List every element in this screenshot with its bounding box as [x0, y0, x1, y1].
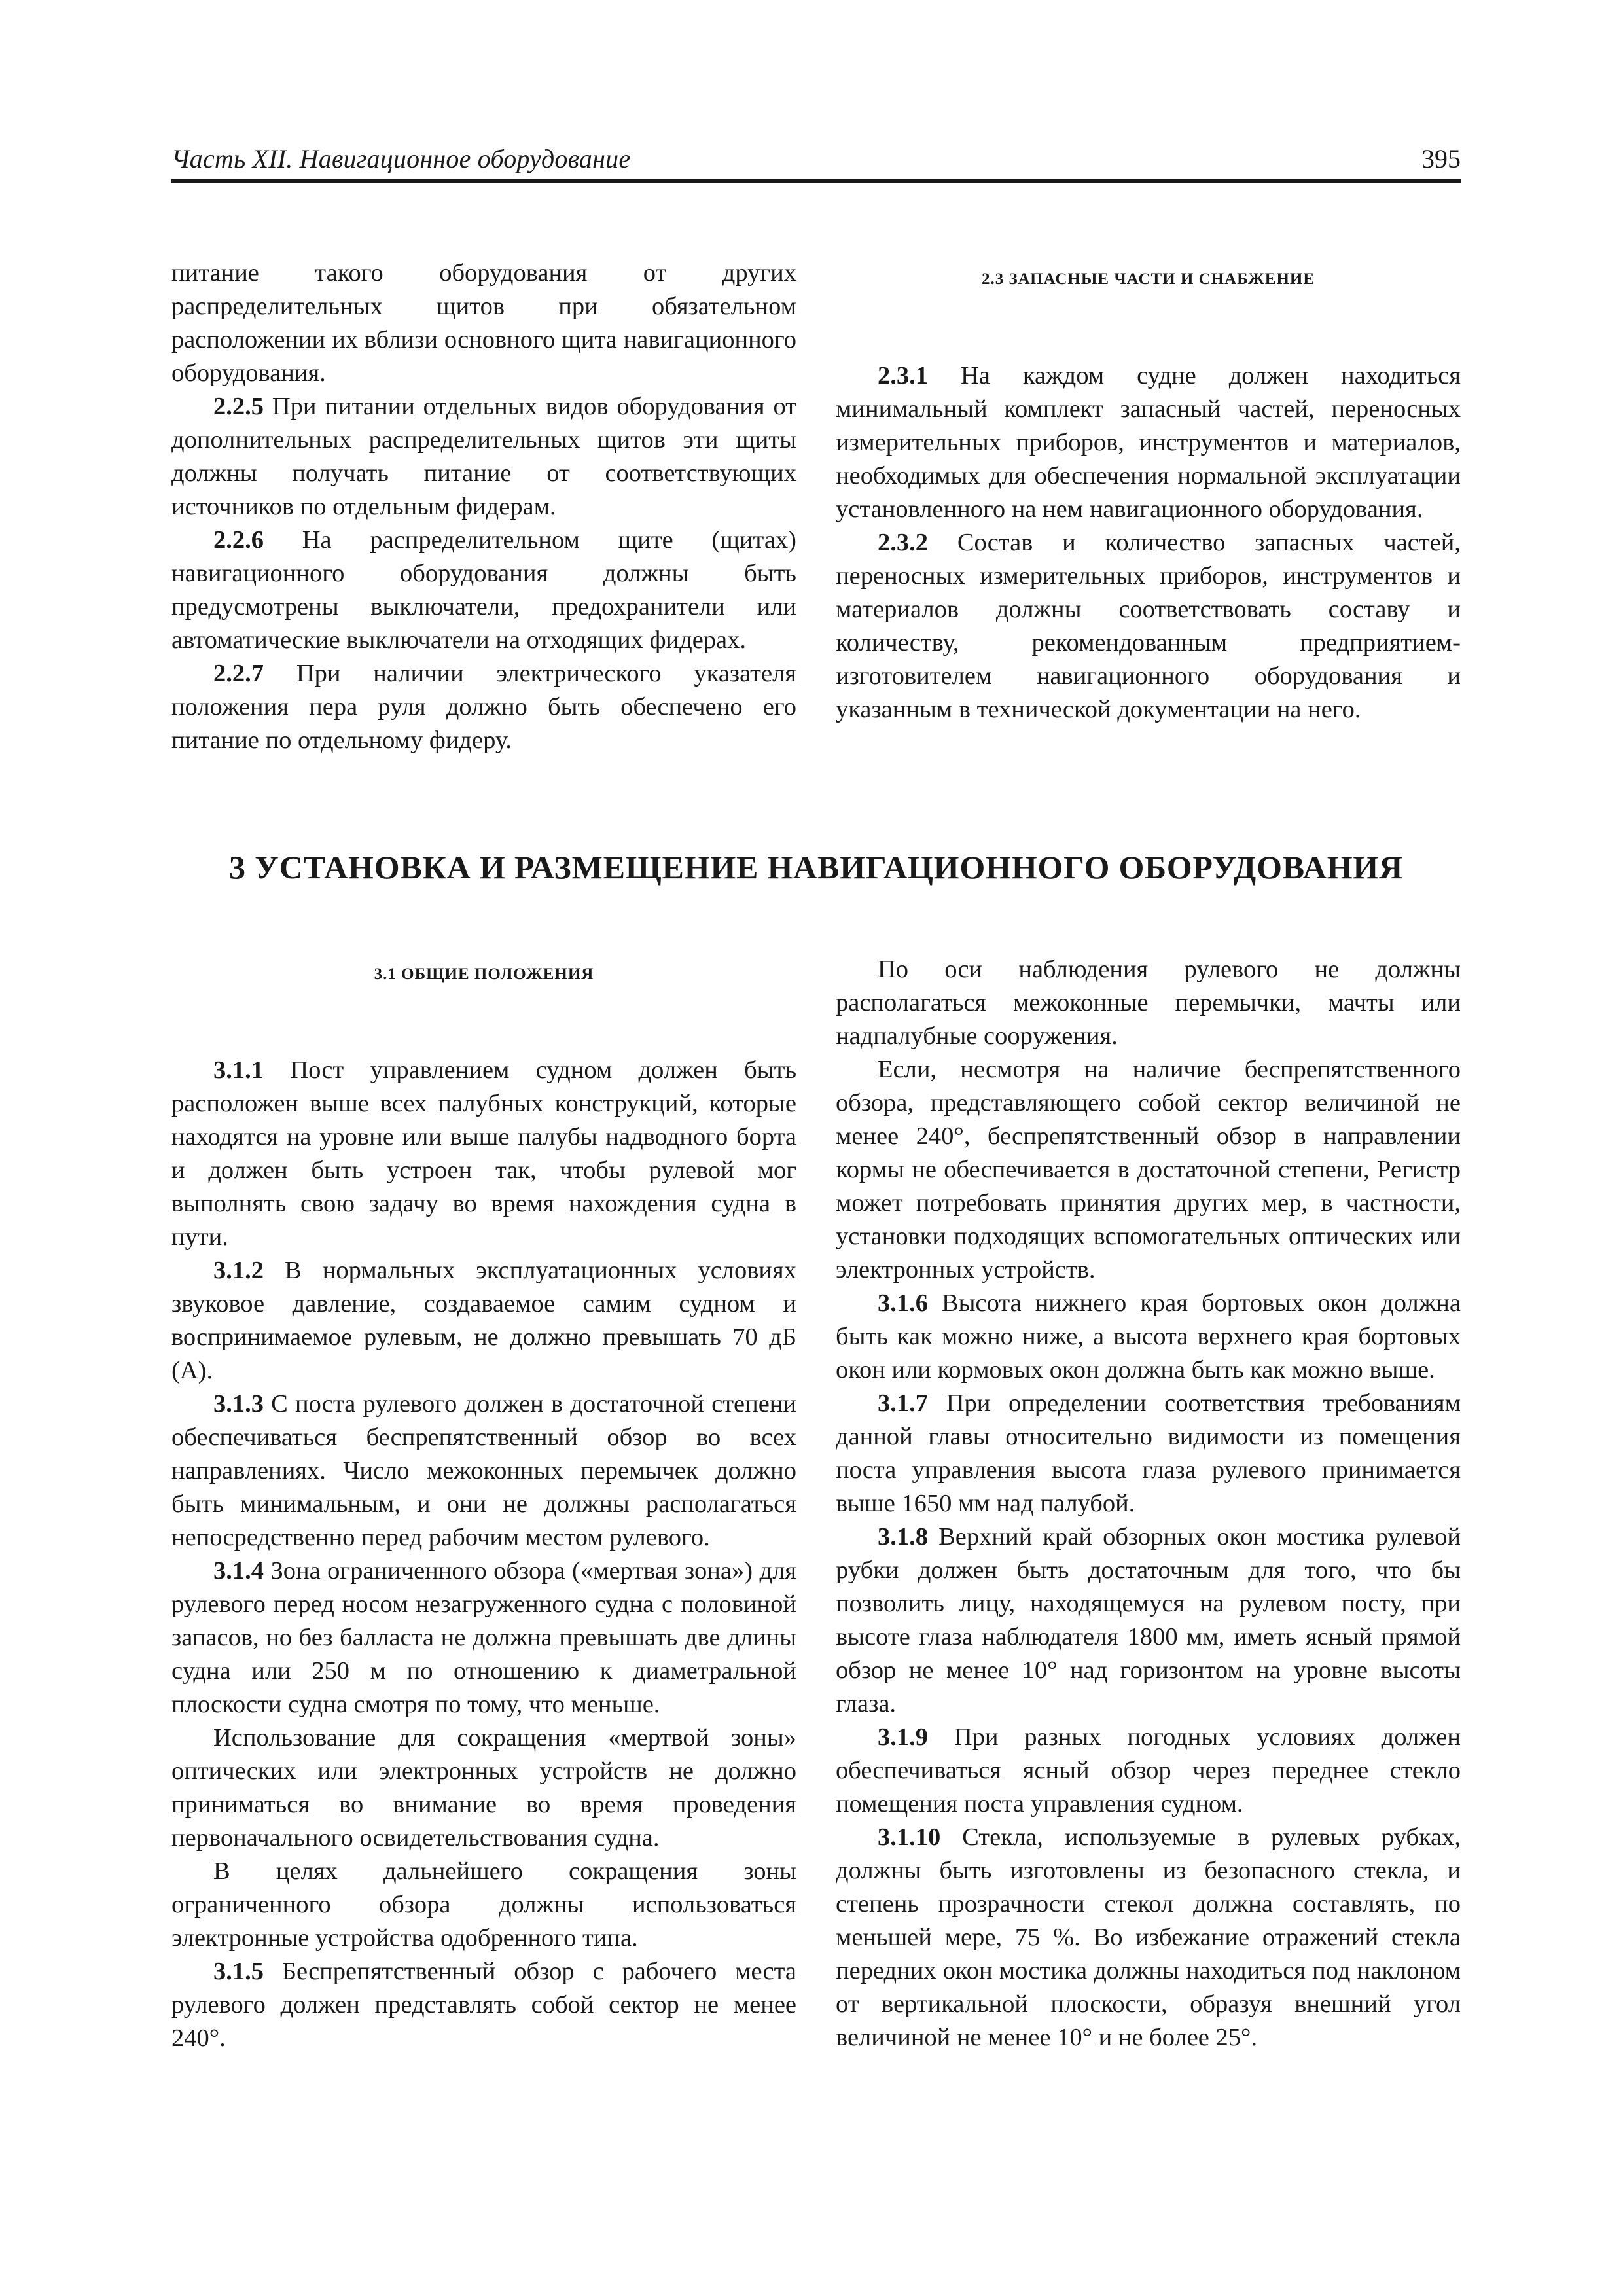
clause-2-3-2: [836, 526, 1461, 726]
clause-2-2-5: [171, 390, 796, 524]
clause-number: 2.3.1: [878, 362, 928, 389]
clause-number: 3.1.6: [878, 1289, 928, 1317]
section-heading-3-1: 3.1 ОБЩИЕ ПОЛОЖЕНИЯ: [374, 965, 594, 983]
paragraph-continuation: питание такого оборудования от других распределительных щитов при обязательном расположении их вблизи основного щита навигационного оборудования.: [171, 259, 796, 387]
clause-number: 3.1.2: [213, 1257, 264, 1284]
clause-number: 3.1.7: [878, 1390, 928, 1417]
clause-text: На распределительном щите (щитах) навигационного оборудования должны быть предусмотрены выключатели, предохранители или автоматические выключатели на отходящих фидерах.: [171, 526, 797, 654]
clause-3-1-3: [171, 1388, 796, 1554]
clause-text: С поста рулевого должен в достаточной степени обеспечиваться беспрепятственный обзор во всех направлениях. Число межоконных перемычек должно быть минимальным, и они не должны располагаться непосредственно перед рабочим местом рулевого.: [171, 1390, 797, 1551]
clause-text: Беспрепятственный обзор с рабочего места рулевого должен представлять собой сектор не менее 240°.: [171, 1958, 796, 2052]
page-number: 395: [1421, 144, 1461, 173]
paragraph-if-not-sufficient: Если, несмотря на наличие беспрепятственного обзора, представляющего собой сектор величиной не менее 240°, беспрепятственный обзор в направлении кормы не обеспечивается в достаточной степени, Регистр может потребовать принятия других мер, в частности, установки подходящих вспомогательных оптических или электронных устройств.: [836, 1056, 1461, 1283]
clause-text: На каждом судне должен находиться минимальный комплект запасный частей, переносных измерительных приборов, инструментов и материалов, необходимых для обеспечения нормальной эксплуатации установленного на нем навигационного оборудования.: [836, 362, 1461, 523]
clause-3-1-1: [171, 1054, 796, 1254]
clause-number: 2.2.5: [213, 393, 264, 420]
column-top-right: [836, 257, 1461, 726]
clause-text: Пост управлением судном должен быть расположен выше всех палубных конструкций, которые находятся на уровне или выше палубы надводного борта и должен быть устроен так, чтобы рулевой мог выполнять свою задачу во время нахождения судна в пути.: [171, 1056, 797, 1251]
clause-number: 2.2.7: [213, 660, 264, 687]
clause-text: При питании отдельных видов оборудования от дополнительных распределительных щитов эти щиты должны получать питание от соответствующих источников по отдельным фидерам.: [171, 393, 797, 520]
clause-number: 3.1.1: [213, 1056, 264, 1084]
clause-number: 3.1.3: [213, 1390, 264, 1418]
clause-number: 3.1.9: [878, 1723, 928, 1751]
clause-3-1-7: [836, 1387, 1461, 1520]
chapter-heading: 3 УСТАНОВКА И РАЗМЕЩЕНИЕ НАВИГАЦИОННОГО ОБОРУДОВАНИЯ: [228, 849, 1404, 886]
paragraph-dead-zone: Использование для сокращения «мертвой зоны» оптических или электронных устройств не должно приниматься во внимание во время проведения первоначального освидетельствования судна.: [171, 1724, 796, 1852]
clause-text: При определении соответствия требованиям данной главы относительно видимости из помещения поста управления высота глаза рулевого принимается выше 1650 мм над палубой.: [836, 1390, 1461, 1517]
clause-2-2-7: [171, 657, 796, 757]
clause-text: Зона ограниченного обзора («мертвая зона») для рулевого перед носом незагруженного судна с половиной запасов, но без балласта не должна превышать две длины судна или 250 м по отношению к диаметральной плоскости судна смотря по тому, что меньше.: [171, 1557, 796, 1718]
clause-3-1-8: [836, 1520, 1461, 1721]
section-heading-2-3: 2.3 ЗАПАСНЫЕ ЧАСТИ И СНАБЖЕНИЕ: [981, 270, 1315, 288]
page-header: [171, 139, 1461, 183]
clause-3-1-10: [836, 1821, 1461, 2054]
clause-3-1-9: [836, 1721, 1461, 1821]
clause-text: Состав и количество запасных частей, переносных измерительных приборов, инструментов и материалов должны соответствовать составу и количеству, рекомендованным предприятием-изготовителем навигационного оборудования и указанным в технической документации на него.: [836, 529, 1461, 723]
clause-3-1-4: [171, 1554, 796, 1721]
clause-number: 3.1.8: [878, 1523, 928, 1551]
clause-number: 2.3.2: [878, 529, 928, 556]
paragraph-further-reduction: В целях дальнейшего сокращения зоны ограниченного обзора должны использоваться электронные устройства одобренного типа.: [171, 1857, 796, 1952]
clause-text: В нормальных эксплуатационных условиях звуковое давление, создаваемое самим судном и воспринимаемое рулевым, не должно превышать 70 дБ (A).: [171, 1257, 796, 1384]
paragraph-observation-axis: По оси наблюдения рулевого не должны располагаться межоконные перемычки, мачты или надпалубные сооружения.: [836, 956, 1461, 1050]
clause-text: Стекла, используемые в рулевых рубках, должны быть изготовлены из безопасного стекла, и степень прозрачности стекол должна составлять, по меньшей мере, 75 %. Во избежание отражений стекла передних окон мостика должны находиться под наклоном от вертикальной плоскости, образуя внешний угол величиной не менее 10° и не более 25°.: [836, 1823, 1461, 2051]
column-bottom-left: [171, 953, 796, 2055]
clause-2-2-6: [171, 524, 796, 657]
column-bottom-right: [836, 953, 1461, 2054]
header-title: Часть XII. Навигационное оборудование: [171, 144, 631, 173]
clause-number: 3.1.5: [213, 1958, 264, 1985]
clause-number: 2.2.6: [213, 526, 264, 554]
clause-text: При разных погодных условиях должен обеспечиваться ясный обзор через переднее стекло помещения поста управления судном.: [836, 1723, 1461, 1818]
clause-number: 3.1.10: [878, 1823, 941, 1851]
column-top-left: [171, 257, 796, 757]
clause-2-3-1: [836, 359, 1461, 526]
clause-text: Высота нижнего края бортовых окон должна быть как можно ниже, а высота верхнего края бортовых окон или кормовых окон должна быть как можно выше.: [836, 1289, 1461, 1384]
clause-text: Верхний край обзорных окон мостика рулевой рубки должен быть достаточным для того, что бы позволить лицу, находящемуся на рулевом посту, при высоте глаза наблюдателя 1800 мм, иметь ясный прямой обзор не менее 10° над горизонтом на уровне высоты глаза.: [836, 1523, 1461, 1717]
clause-3-1-6: [836, 1287, 1461, 1387]
clause-3-1-5: [171, 1955, 796, 2055]
clause-text: При наличии электрического указателя положения пера руля должно быть обеспечено его питание по отдельному фидеру.: [171, 660, 796, 754]
clause-number: 3.1.4: [213, 1557, 264, 1585]
clause-3-1-2: [171, 1254, 796, 1388]
